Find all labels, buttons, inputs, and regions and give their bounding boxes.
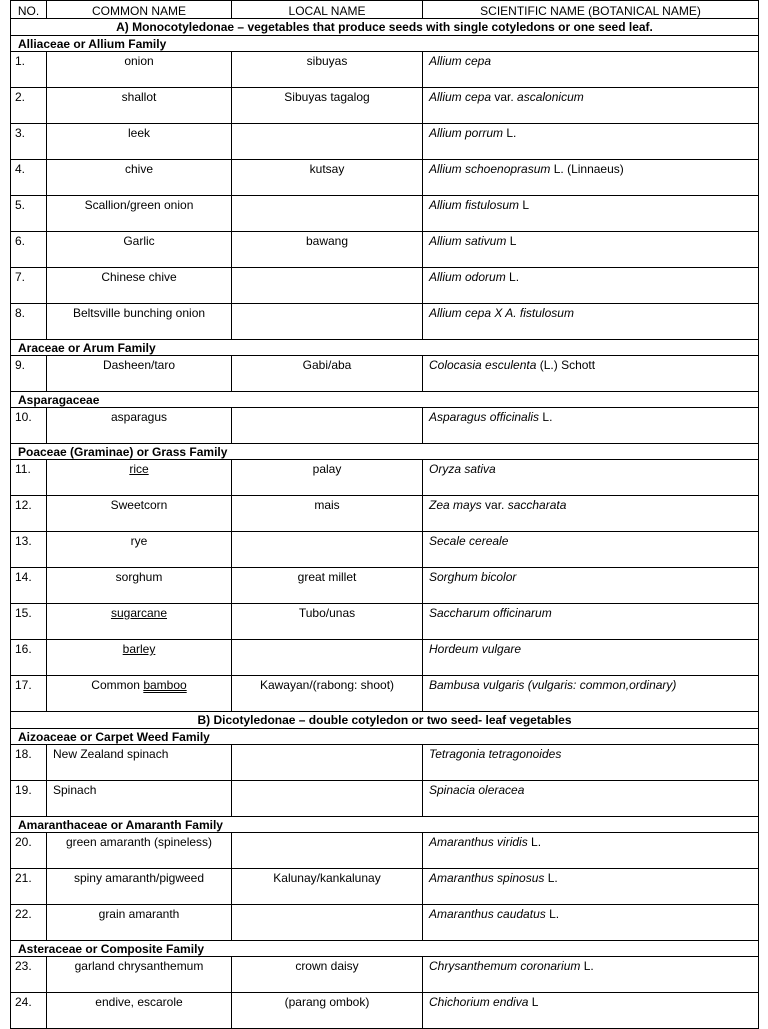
- family-row: [11, 817, 759, 833]
- common-name: grain amaranth: [47, 905, 232, 941]
- scientific-binomial: Spinacia oleracea: [429, 783, 525, 797]
- scientific-author: L: [528, 995, 539, 1009]
- scientific-binomial: Oryza sativa: [429, 462, 496, 476]
- row-number: 21.: [11, 869, 47, 905]
- local-name: [232, 408, 423, 444]
- common-name: Chinese chive: [47, 268, 232, 304]
- family-row: [11, 444, 759, 460]
- local-name: mais: [232, 496, 423, 532]
- scientific-variety: saccharata: [507, 498, 567, 512]
- local-name: [232, 196, 423, 232]
- local-name: Kalunay/kankalunay: [232, 869, 423, 905]
- row-number: 23.: [11, 957, 47, 993]
- row-number: 15.: [11, 604, 47, 640]
- scientific-binomial: Hordeum vulgare: [429, 642, 522, 656]
- local-name: Gabi/aba: [232, 356, 423, 392]
- table-row: [11, 160, 759, 196]
- family-poaceae: Poaceae (Graminae) or Grass Family: [11, 444, 759, 460]
- table-row: [11, 532, 759, 568]
- scientific-name: [423, 408, 759, 444]
- table-header-row: [11, 1, 759, 19]
- common-name-text: sugarcane: [110, 606, 168, 620]
- scientific-name: [423, 640, 759, 676]
- local-name: [232, 268, 423, 304]
- table-row: [11, 604, 759, 640]
- scientific-author: (L.) Schott: [536, 358, 596, 372]
- family-row: [11, 36, 759, 52]
- row-number: 2.: [11, 88, 47, 124]
- scientific-binomial: Allium fistulosum: [429, 198, 520, 212]
- table-row: [11, 568, 759, 604]
- scientific-author: L.: [527, 835, 542, 849]
- family-row: [11, 729, 759, 745]
- common-name: Dasheen/taro: [47, 356, 232, 392]
- row-number: 16.: [11, 640, 47, 676]
- table-row: [11, 833, 759, 869]
- row-number: 10.: [11, 408, 47, 444]
- row-number: 19.: [11, 781, 47, 817]
- row-number: 14.: [11, 568, 47, 604]
- table-row: [11, 52, 759, 88]
- scientific-binomial: Allium schoenoprasum: [429, 162, 551, 176]
- common-name: [47, 640, 232, 676]
- scientific-name: [423, 993, 759, 1029]
- common-name: sorghum: [47, 568, 232, 604]
- common-name: rye: [47, 532, 232, 568]
- table-row: [11, 232, 759, 268]
- scientific-author: L: [506, 234, 517, 248]
- common-name: [47, 676, 232, 712]
- family-row: [11, 392, 759, 408]
- row-number: 22.: [11, 905, 47, 941]
- local-name: palay: [232, 460, 423, 496]
- scientific-name: [423, 905, 759, 941]
- table-row: [11, 304, 759, 340]
- scientific-binomial: Tetragonia tetragonoides: [429, 747, 562, 761]
- scientific-name: [423, 568, 759, 604]
- scientific-name: [423, 356, 759, 392]
- section-dicotyledonae: B) Dicotyledonae – double cotyledon or two seed- leaf vegetables: [11, 712, 759, 729]
- table-row: [11, 196, 759, 232]
- common-name: New Zealand spinach: [47, 745, 232, 781]
- table-row: [11, 781, 759, 817]
- table-row: [11, 124, 759, 160]
- scientific-variety: ascalonicum: [517, 90, 584, 104]
- family-amaranthaceae: Amaranthaceae or Amaranth Family: [11, 817, 759, 833]
- row-number: 13.: [11, 532, 47, 568]
- table-row: [11, 745, 759, 781]
- table-row: [11, 993, 759, 1029]
- table-row: [11, 268, 759, 304]
- scientific-rank: var.: [491, 90, 518, 104]
- scientific-author: L.: [503, 126, 517, 140]
- scientific-name: [423, 460, 759, 496]
- scientific-binomial: Amaranthus viridis: [429, 835, 528, 849]
- header-common-name: COMMON NAME: [47, 1, 232, 19]
- scientific-binomial: Sorghum bicolor: [429, 570, 517, 584]
- common-name: garland chrysanthemum: [47, 957, 232, 993]
- common-name-prefix: Common: [91, 678, 144, 692]
- row-number: 7.: [11, 268, 47, 304]
- table-row: [11, 408, 759, 444]
- header-no: NO.: [11, 1, 47, 19]
- row-number: 6.: [11, 232, 47, 268]
- scientific-name: [423, 160, 759, 196]
- scientific-binomial: Chichorium endiva: [429, 995, 529, 1009]
- family-asteraceae: Asteraceae or Composite Family: [11, 941, 759, 957]
- family-row: [11, 340, 759, 356]
- local-name: kutsay: [232, 160, 423, 196]
- table-row: [11, 496, 759, 532]
- family-araceae: Araceae or Arum Family: [11, 340, 759, 356]
- scientific-binomial: Asparagus officinalis: [429, 410, 540, 424]
- common-name: asparagus: [47, 408, 232, 444]
- local-name: [232, 124, 423, 160]
- scientific-name: [423, 833, 759, 869]
- scientific-binomial: Secale cereale: [429, 534, 509, 548]
- common-name: Garlic: [47, 232, 232, 268]
- table-row: [11, 88, 759, 124]
- scientific-name: [423, 957, 759, 993]
- local-name: bawang: [232, 232, 423, 268]
- common-name: Sweetcorn: [47, 496, 232, 532]
- scientific-name: [423, 532, 759, 568]
- common-name-text: bamboo: [143, 678, 187, 692]
- local-name: [232, 833, 423, 869]
- family-alliaceae: Alliaceae or Allium Family: [11, 36, 759, 52]
- section-row: [11, 19, 759, 36]
- scientific-binomial: Allium cepa X A. fistulosum: [429, 306, 574, 320]
- local-name: [232, 532, 423, 568]
- common-name: leek: [47, 124, 232, 160]
- scientific-rank: var.: [481, 498, 508, 512]
- row-number: 3.: [11, 124, 47, 160]
- scientific-author: L.: [539, 410, 553, 424]
- scientific-name: [423, 304, 759, 340]
- row-number: 20.: [11, 833, 47, 869]
- row-number: 9.: [11, 356, 47, 392]
- row-number: 12.: [11, 496, 47, 532]
- scientific-author: L: [519, 198, 530, 212]
- scientific-name: [423, 52, 759, 88]
- common-name-text: barley: [122, 642, 156, 656]
- table-row: [11, 869, 759, 905]
- scientific-name: [423, 781, 759, 817]
- scientific-name: [423, 496, 759, 532]
- common-name: onion: [47, 52, 232, 88]
- common-name: shallot: [47, 88, 232, 124]
- scientific-binomial: Amaranthus caudatus: [429, 907, 546, 921]
- scientific-author: L.: [580, 959, 594, 973]
- common-name: green amaranth (spineless): [47, 833, 232, 869]
- common-name: endive, escarole: [47, 993, 232, 1029]
- local-name: Kawayan/(rabong: shoot): [232, 676, 423, 712]
- table-row: [11, 640, 759, 676]
- scientific-name: [423, 124, 759, 160]
- common-name: spiny amaranth/pigweed: [47, 869, 232, 905]
- scientific-binomial: Allium porrum: [429, 126, 504, 140]
- row-number: 8.: [11, 304, 47, 340]
- header-local-name: LOCAL NAME: [232, 1, 423, 19]
- row-number: 11.: [11, 460, 47, 496]
- common-name: chive: [47, 160, 232, 196]
- scientific-name: [423, 268, 759, 304]
- scientific-author: L.: [505, 270, 520, 284]
- common-name: Scallion/green onion: [47, 196, 232, 232]
- scientific-binomial: Amaranthus spinosus: [429, 871, 545, 885]
- local-name: [232, 905, 423, 941]
- local-name: [232, 304, 423, 340]
- row-number: 1.: [11, 52, 47, 88]
- local-name: sibuyas: [232, 52, 423, 88]
- table-row: [11, 957, 759, 993]
- scientific-name: [423, 232, 759, 268]
- scientific-binomial: Saccharum officinarum: [429, 606, 552, 620]
- header-scientific-name: SCIENTIFIC NAME (BOTANICAL NAME): [423, 1, 759, 19]
- common-name: Spinach: [47, 781, 232, 817]
- local-name: [232, 640, 423, 676]
- section-monocotyledonae: A) Monocotyledonae – vegetables that produce seeds with single cotyledons or one seed leaf.: [11, 19, 759, 36]
- scientific-binomial: Allium cepa: [429, 90, 492, 104]
- scientific-binomial: Bambusa vulgaris (vulgaris: common,ordinary): [429, 678, 677, 692]
- scientific-author: L.: [545, 907, 560, 921]
- local-name: crown daisy: [232, 957, 423, 993]
- scientific-name: [423, 604, 759, 640]
- vegetable-classification-table: [10, 0, 759, 1029]
- scientific-name: [423, 869, 759, 905]
- table-row: [11, 460, 759, 496]
- family-asparagaceae: Asparagaceae: [11, 392, 759, 408]
- scientific-binomial: Zea mays: [429, 498, 482, 512]
- scientific-name: [423, 88, 759, 124]
- row-number: 18.: [11, 745, 47, 781]
- local-name: [232, 745, 423, 781]
- scientific-binomial: Allium cepa: [429, 54, 492, 68]
- section-row: [11, 712, 759, 729]
- local-name: (parang ombok): [232, 993, 423, 1029]
- local-name: Tubo/unas: [232, 604, 423, 640]
- scientific-binomial: Allium sativum: [429, 234, 507, 248]
- row-number: 4.: [11, 160, 47, 196]
- scientific-author: L.: [544, 871, 558, 885]
- family-aizoaceae: Aizoaceae or Carpet Weed Family: [11, 729, 759, 745]
- common-name: [47, 460, 232, 496]
- scientific-binomial: Chrysanthemum coronarium: [429, 959, 581, 973]
- row-number: 17.: [11, 676, 47, 712]
- table-row: [11, 356, 759, 392]
- common-name: Beltsville bunching onion: [47, 304, 232, 340]
- scientific-name: [423, 745, 759, 781]
- local-name: [232, 781, 423, 817]
- table-row: [11, 905, 759, 941]
- scientific-author: L. (Linnaeus): [550, 162, 624, 176]
- row-number: 5.: [11, 196, 47, 232]
- scientific-name: [423, 196, 759, 232]
- scientific-binomial: Allium odorum: [429, 270, 506, 284]
- scientific-binomial: Colocasia esculenta: [429, 358, 537, 372]
- table-row: [11, 676, 759, 712]
- scientific-name: [423, 676, 759, 712]
- common-name-text: rice: [129, 462, 149, 476]
- local-name: Sibuyas tagalog: [232, 88, 423, 124]
- family-row: [11, 941, 759, 957]
- row-number: 24.: [11, 993, 47, 1029]
- local-name: great millet: [232, 568, 423, 604]
- common-name: [47, 604, 232, 640]
